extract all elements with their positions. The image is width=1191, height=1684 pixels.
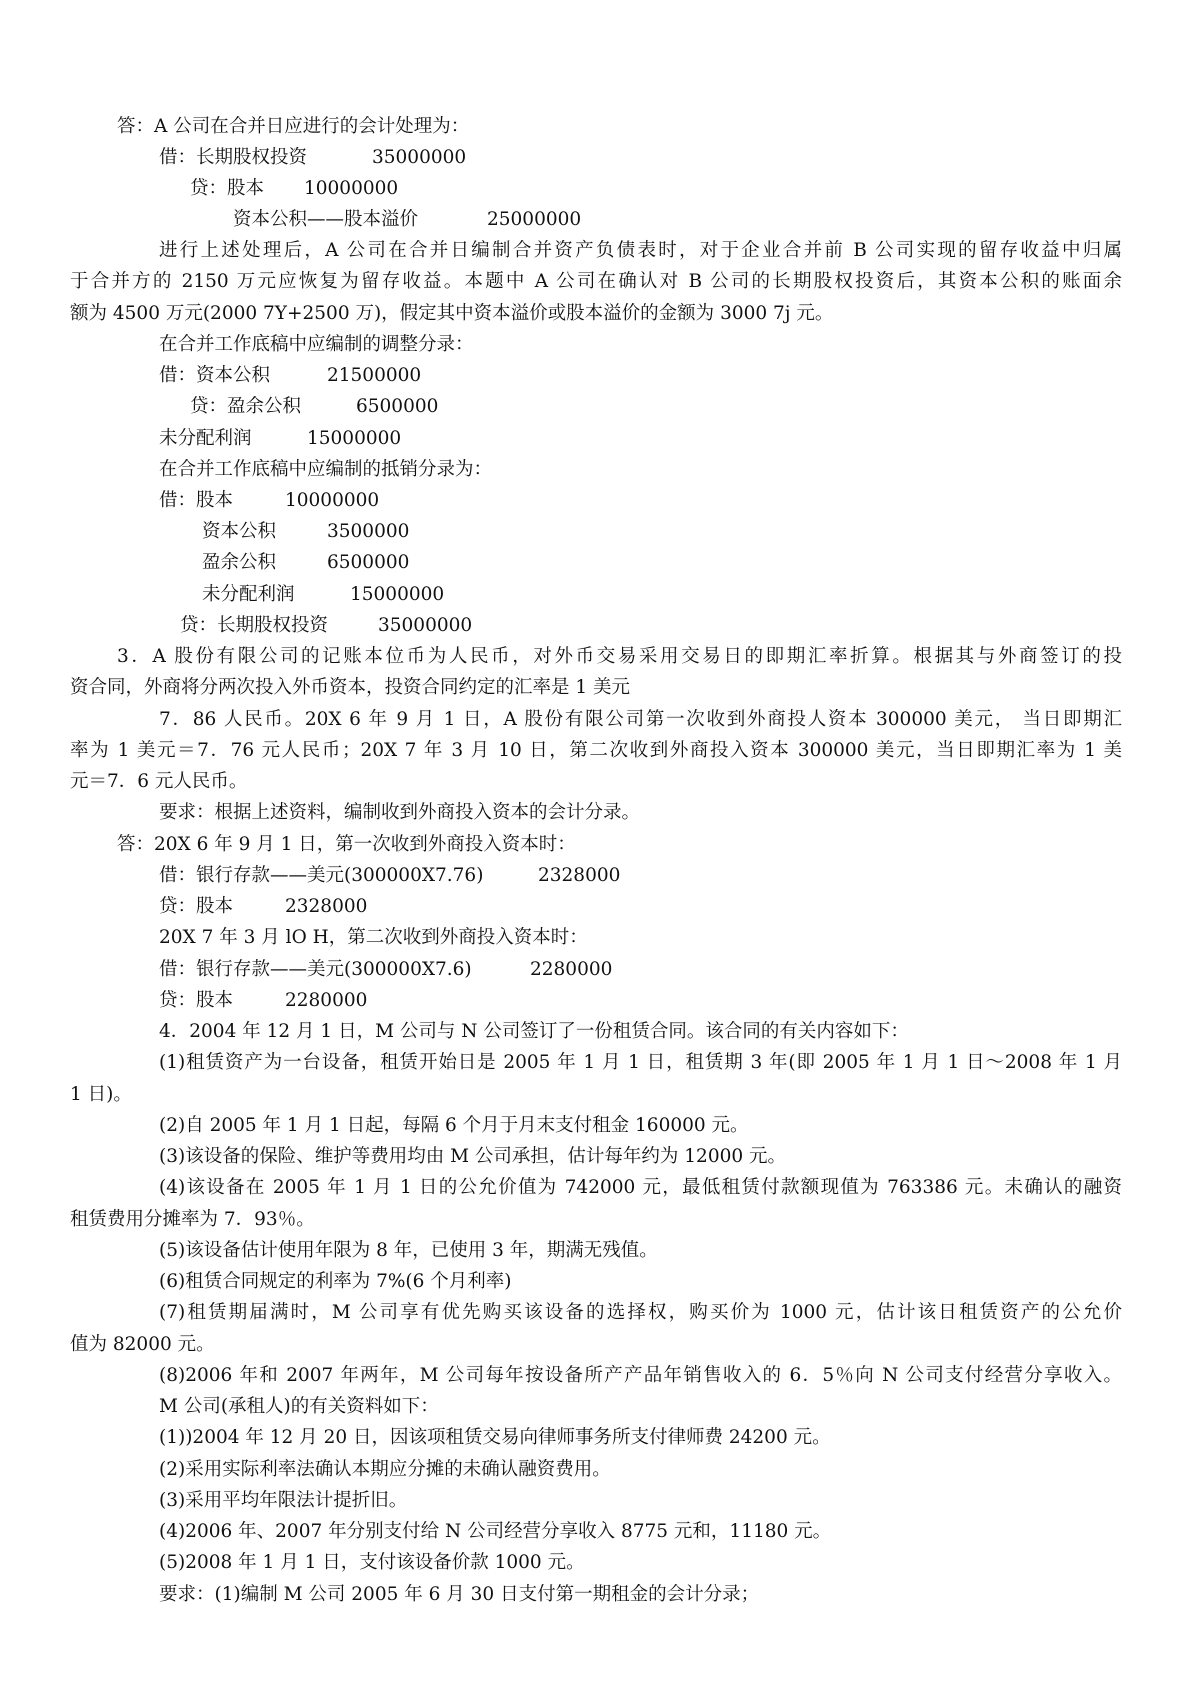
journal-amount: 10000000 [304,178,399,199]
paragraph-line: (6)租赁合同规定的利率为 7%(6 个月利率) [159,1271,512,1292]
requirement: 要求：(1)编制 M 公司 2005 年 6 月 30 日支付第一期租金的会计分录； [159,1584,760,1605]
paragraph-line: (2)自 2005 年 1 月 1 日起，每隔 6 个月于月末支付租金 160000 元。 [159,1115,749,1136]
paragraph-line: 于合并方的 2150 万元应恢复为留存收益。本题中 A 公司在确认对 B 公司的长期股权投资后，其资本公积的账面余 [70,271,1122,292]
journal-debit: 资本公积 [202,521,277,542]
journal-debit: 未分配利润 [202,584,295,605]
journal-amount: 6500000 [327,552,410,573]
paragraph-line: (5)2008 年 1 月 1 日，支付该设备价款 1000 元。 [159,1552,585,1573]
answer-heading: 答：A 公司在合并日应进行的会计处理为： [117,116,470,137]
paragraph-line: (4)2006 年、2007 年分别支付给 N 公司经营分享收入 8775 元和，11180 元。 [159,1521,832,1542]
paragraph-line: 20X 7 年 3 月 lO H，第二次收到外商投入资本时： [159,927,588,948]
journal-amount: 15000000 [350,584,445,605]
paragraph-line: M 公司(承租人)的有关资料如下： [159,1396,439,1417]
journal-credit: 贷：股本 [159,990,234,1011]
paragraph-line: 7．86 人民币。20X 6 年 9 月 1 日，A 股份有限公司第一次收到外商投人资本 300000 美元， 当日即期汇 [159,709,1122,730]
journal-amount: 6500000 [356,396,439,417]
journal-debit: 借：银行存款——美元(300000X7.6) [159,959,472,980]
paragraph-line: (1))2004 年 12 月 20 日，因该项租赁交易向律师事务所支付律师费 24200 元。 [159,1427,831,1448]
paragraph-line: 额为 4500 万元(2000 7Y+2500 万)，假定其中资本溢价或股本溢价的金额为 3000 7j 元。 [70,303,834,324]
journal-amount: 2328000 [285,896,368,917]
paragraph-line: 在合并工作底稿中应编制的调整分录： [159,334,474,355]
question-3: 3．A 股份有限公司的记账本位币为人民币，对外币交易采用交易日的即期汇率折算。根据其与外商签订的投 [117,646,1122,667]
answer-heading: 答：20X 6 年 9 月 1 日，第一次收到外商投入资本时： [117,834,576,855]
journal-debit: 借：股本 [159,490,234,511]
paragraph-line: 在合并工作底稿中应编制的抵销分录为： [159,459,493,480]
journal-credit: 未分配利润 [159,428,252,449]
paragraph-line: (5)该设备估计使用年限为 8 年，已使用 3 年，期满无残值。 [159,1240,658,1261]
journal-amount: 10000000 [285,490,380,511]
paragraph-line: (7)租赁期届满时，M 公司享有优先购买该设备的选择权，购买价为 1000 元，估计该日租赁资产的公允价 [159,1302,1122,1323]
journal-debit: 借：资本公积 [159,365,271,386]
journal-credit: 贷：股本 [159,896,234,917]
paragraph-line: 1 日)。 [70,1084,132,1105]
journal-debit: 盈余公积 [202,552,277,573]
journal-credit: 资本公积——股本溢价 [233,209,419,230]
paragraph-line: (3)采用平均年限法计提折旧。 [159,1490,408,1511]
journal-debit: 借：长期股权投资 [159,147,308,168]
paragraph-line: 资合同，外商将分两次投入外币资本，投资合同约定的汇率是 1 美元 [70,677,631,698]
journal-amount: 2280000 [530,959,613,980]
journal-credit: 贷：股本 [190,178,265,199]
requirement: 要求：根据上述资料，编制收到外商投入资本的会计分录。 [159,802,641,823]
journal-amount: 3500000 [327,521,410,542]
paragraph-line: 租赁费用分摊率为 7．93％。 [70,1209,315,1230]
journal-credit: 贷：盈余公积 [190,396,302,417]
paragraph-line: 率为 1 美元＝7．76 元人民币；20X 7 年 3 月 10 日，第二次收到外商投入资本 300000 美元，当日即期汇率为 1 美 [70,740,1122,761]
paragraph-line: 值为 82000 元。 [70,1334,215,1355]
journal-amount: 15000000 [307,428,402,449]
paragraph-line: (4)该设备在 2005 年 1 月 1 日的公允价值为 742000 元，最低租赁付款额现值为 763386 元。未确认的融资 [159,1177,1122,1198]
journal-amount: 35000000 [372,147,467,168]
paragraph-line: 进行上述处理后，A 公司在合并日编制合并资产负债表时，对于企业合并前 B 公司实现的留存收益中归属 [159,240,1122,261]
paragraph-line: (1)租赁资产为一台设备，租赁开始日是 2005 年 1 月 1 日，租赁期 3 年(即 2005 年 1 月 1 日～2008 年 1 月 [159,1052,1122,1073]
journal-amount: 2328000 [538,865,621,886]
paragraph-line: (3)该设备的保险、维护等费用均由 M 公司承担，估计每年约为 12000 元。 [159,1146,787,1167]
journal-credit: 贷：长期股权投资 [180,615,329,636]
journal-amount: 2280000 [285,990,368,1011]
paragraph-line: 元＝7．6 元人民币。 [70,771,248,792]
paragraph-line: (2)采用实际利率法确认本期应分摊的未确认融资费用。 [159,1459,611,1480]
journal-amount: 25000000 [487,209,582,230]
journal-amount: 21500000 [327,365,422,386]
question-4: 4．2004 年 12 月 1 日，M 公司与 N 公司签订了一份租赁合同。该合同的有关内容如下： [159,1021,909,1042]
journal-debit: 借：银行存款——美元(300000X7.76) [159,865,484,886]
journal-amount: 35000000 [378,615,473,636]
paragraph-line: (8)2006 年和 2007 年两年，M 公司每年按设备所产产品年销售收入的 6．5％向 N 公司支付经营分享收入。 [159,1365,1122,1386]
